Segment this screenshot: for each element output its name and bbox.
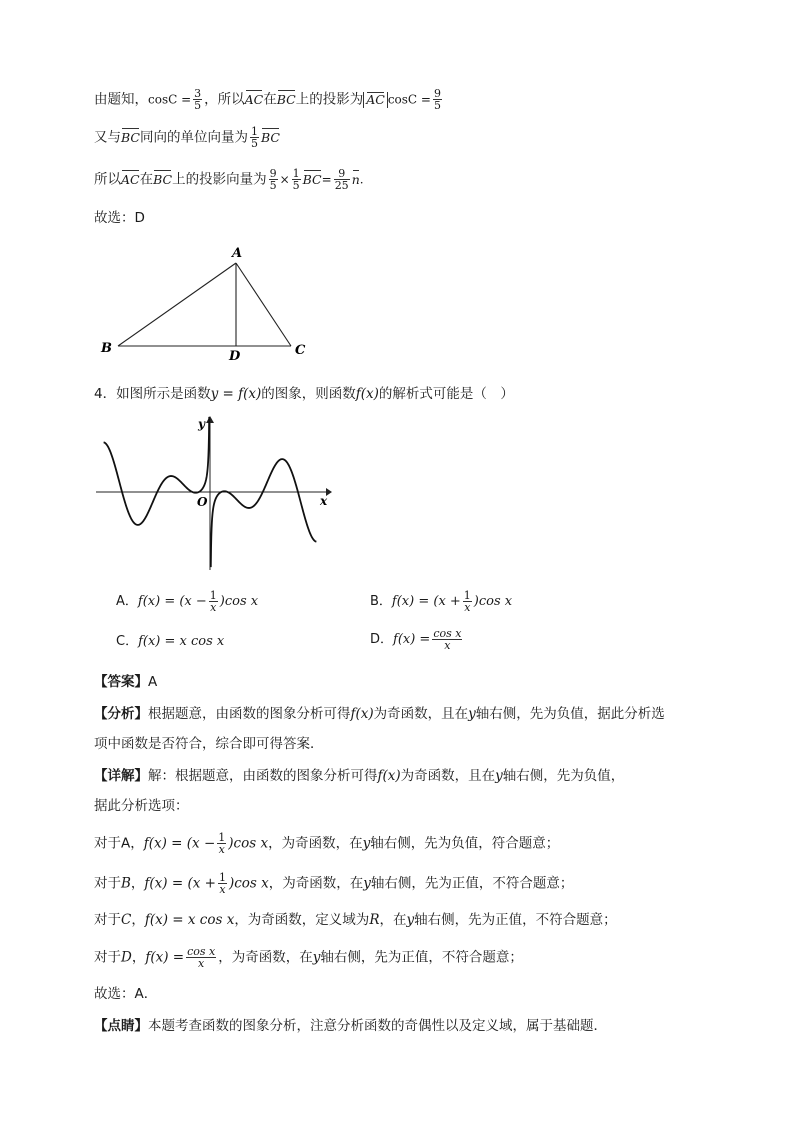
den: x xyxy=(218,843,225,856)
answer-tag: 【答案】 xyxy=(94,674,148,690)
num: 1 xyxy=(463,589,471,602)
text: 的解析式可能是（ ） xyxy=(378,386,514,402)
option-label: C． xyxy=(116,634,139,649)
fraction xyxy=(334,168,350,191)
math-expr: f(x) = (x + xyxy=(144,875,216,892)
option-expr: f(x) = xyxy=(393,632,431,647)
text: 轴右侧，先为正值，不符合题意； xyxy=(414,912,617,928)
den: x xyxy=(444,639,451,652)
text: 对于 xyxy=(94,875,121,892)
fraction xyxy=(217,832,226,855)
vertex-A: A xyxy=(232,246,243,261)
text: 由题知， xyxy=(94,91,148,108)
option-label: A． xyxy=(116,594,138,609)
text: ，所以 xyxy=(204,91,245,108)
analysis-line-1 xyxy=(94,704,665,724)
text: 轴右侧，先为正值，不符合题意； xyxy=(320,949,523,966)
curve-left-branch xyxy=(104,417,210,525)
analysis-line-2: 项中函数是否符合，综合即可得答案． xyxy=(94,736,324,752)
text: 同向的单位向量为 xyxy=(139,129,248,146)
text: 在 xyxy=(263,91,277,108)
text: 根据题意，由函数的图象分析可得 xyxy=(148,706,351,722)
point-D: D xyxy=(229,349,241,364)
num: 9 xyxy=(433,87,441,100)
option-D[interactable] xyxy=(370,628,464,651)
y-axis-label: y xyxy=(198,417,205,431)
text: 轴右侧，先为负值， xyxy=(502,768,625,784)
text: 4．如图所示是函数 xyxy=(94,386,211,402)
text: ，在 xyxy=(379,912,407,928)
math-expr: )cos x xyxy=(228,875,269,892)
den: 5 xyxy=(292,179,300,192)
text: 轴右侧，先为正值，不符合题意； xyxy=(370,875,574,892)
num: 1 xyxy=(218,871,226,884)
answer-line xyxy=(94,672,157,692)
math-fx: f(x) xyxy=(377,768,401,784)
math-cosC: cosC = xyxy=(148,92,192,107)
text: 轴右侧，先为负值，据此分析选 xyxy=(475,706,665,722)
vector-BC: BC xyxy=(277,90,296,110)
detail-line-2: 据此分析选项： xyxy=(94,798,189,814)
fraction xyxy=(432,628,462,651)
num: cos x xyxy=(187,945,216,958)
text: ，为奇函数，在 xyxy=(268,835,363,852)
side-BA xyxy=(118,263,236,346)
den: 25 xyxy=(334,179,349,192)
text: 为奇函数，且在 xyxy=(373,706,469,722)
analysis-tag: 【分析】 xyxy=(94,706,148,722)
text: 在 xyxy=(139,171,154,188)
math-fx: f(x) xyxy=(355,386,379,402)
fraction xyxy=(193,88,202,111)
text: 解：根据题意，由函数的图象分析可得 xyxy=(148,768,378,784)
triangle-figure xyxy=(96,240,316,365)
solution-line-1 xyxy=(94,88,444,111)
function-graph xyxy=(94,412,334,574)
detail-for-C: 对于C，f(x) = x cos x，为奇函数，定义域为R，在y轴右侧，先为正值，不符合题意； xyxy=(94,912,617,928)
fraction xyxy=(209,590,218,613)
comment-tag: 【点睛】 xyxy=(94,1018,148,1034)
option-expr: f(x) = (x − xyxy=(137,594,207,609)
text: 的图象，则函数 xyxy=(261,386,356,402)
detail-for-A xyxy=(94,832,559,855)
math-y-eq-fx: y = f(x) xyxy=(210,386,262,402)
detail-conclusion: 故选：A． xyxy=(94,986,158,1002)
solution-line-3 xyxy=(94,168,364,191)
origin-label: O xyxy=(197,495,208,509)
vertex-C: C xyxy=(295,343,306,358)
option-A[interactable] xyxy=(116,590,258,613)
period: . xyxy=(359,172,364,187)
den: x xyxy=(219,883,226,896)
den: 5 xyxy=(269,179,277,192)
option-expr: )cos x xyxy=(473,594,513,609)
curve-right-branch xyxy=(211,459,317,567)
detail-tag: 【详解】 xyxy=(94,768,148,784)
vector-AC: AC xyxy=(121,170,140,190)
den: 5 xyxy=(250,137,258,150)
detail-for-B: 对于B，f(x) = (x + $\frac{1}{x}$ )cos x，为奇函数，在y轴右侧，先为正值，不符合题意； xyxy=(94,871,574,896)
num: 9 xyxy=(269,167,277,180)
math-C: C xyxy=(121,912,132,928)
vector-BC: BC xyxy=(153,170,172,190)
vector-BC: BC xyxy=(303,170,322,190)
num: 1 xyxy=(218,831,226,844)
text: 上的投影向量为 xyxy=(172,171,267,188)
side-AC xyxy=(236,263,291,346)
answer-value: A xyxy=(148,674,158,690)
math-y: y xyxy=(495,768,503,784)
num: 1 xyxy=(250,125,258,138)
math-expr: f(x) = (x − xyxy=(143,835,216,852)
option-C[interactable] xyxy=(116,632,224,652)
comment-line xyxy=(94,1016,607,1036)
math-B: B xyxy=(121,875,131,892)
x-axis-label: x xyxy=(320,494,328,508)
fraction xyxy=(250,126,259,149)
text: 对于 xyxy=(94,912,121,928)
math-D: D xyxy=(121,949,132,966)
math-expr: )cos x xyxy=(228,835,269,852)
num: 1 xyxy=(292,167,300,180)
math-y: y xyxy=(362,835,371,852)
math-expr: f(x) = xyxy=(145,949,185,966)
text: ，为奇函数，定义域为 xyxy=(234,912,370,928)
vector-AC: AC xyxy=(366,91,385,107)
math-R: R xyxy=(369,912,380,928)
fraction xyxy=(292,168,301,191)
math-y: y xyxy=(406,912,415,928)
text: 对于A， xyxy=(94,835,144,852)
detail-for-D: 对于D，f(x) = $\frac{\text{cos x}}{x}$ ，为奇函数，在y轴右侧，先为正值，不符合题意； xyxy=(94,945,523,970)
vector-BC: BC xyxy=(261,128,280,148)
option-label: B． xyxy=(370,594,392,609)
option-expr: )cos x xyxy=(219,594,259,609)
math-expr: f(x) = x cos x xyxy=(144,912,235,928)
math-y: y xyxy=(363,875,371,892)
text: 本题考查函数的图象分析，注意分析函数的奇偶性以及定义域，属于基础题． xyxy=(148,1018,607,1034)
num: cos x xyxy=(433,627,462,640)
vector-BC: BC xyxy=(121,128,140,148)
solution-conclusion: 故选：D xyxy=(94,210,145,226)
fraction xyxy=(269,168,278,191)
fraction xyxy=(218,872,227,895)
option-expr: f(x) = (x + xyxy=(391,594,461,609)
num: 1 xyxy=(209,589,217,602)
vertex-B: B xyxy=(101,341,112,356)
fraction xyxy=(463,590,472,613)
text: 上的投影为 xyxy=(295,91,364,108)
equals: = xyxy=(321,172,332,187)
text: ，为奇函数，在 xyxy=(218,949,313,966)
vector-n: n xyxy=(352,170,360,190)
num: 3 xyxy=(194,87,202,100)
num: 9 xyxy=(334,168,350,180)
text: 对于 xyxy=(94,949,121,966)
den: x xyxy=(464,601,471,614)
text: 所以 xyxy=(94,171,121,188)
den: 5 xyxy=(194,99,202,112)
fraction xyxy=(186,946,216,969)
den: x xyxy=(198,957,205,970)
math-y: y xyxy=(468,706,476,722)
option-expr: f(x) = x cos x xyxy=(138,634,225,649)
detail-line-1 xyxy=(94,766,624,786)
abs-value xyxy=(363,92,388,108)
solution-line-2 xyxy=(94,126,280,149)
option-B[interactable] xyxy=(370,590,512,613)
math-fx: f(x) xyxy=(350,706,374,722)
text: 为奇函数，且在 xyxy=(400,768,496,784)
math-y: y xyxy=(312,949,321,966)
question-4 xyxy=(94,384,514,404)
den: x xyxy=(210,601,217,614)
text: ，为奇函数，在 xyxy=(268,875,364,892)
text: 轴右侧，先为负值，符合题意； xyxy=(370,835,560,852)
text: 又与 xyxy=(94,129,121,146)
times: × xyxy=(279,172,290,187)
math-cosC: cosC = xyxy=(387,92,431,107)
option-label: D． xyxy=(370,632,394,647)
vector-AC: AC xyxy=(245,90,264,110)
den: 5 xyxy=(433,99,441,112)
fraction xyxy=(433,88,442,111)
